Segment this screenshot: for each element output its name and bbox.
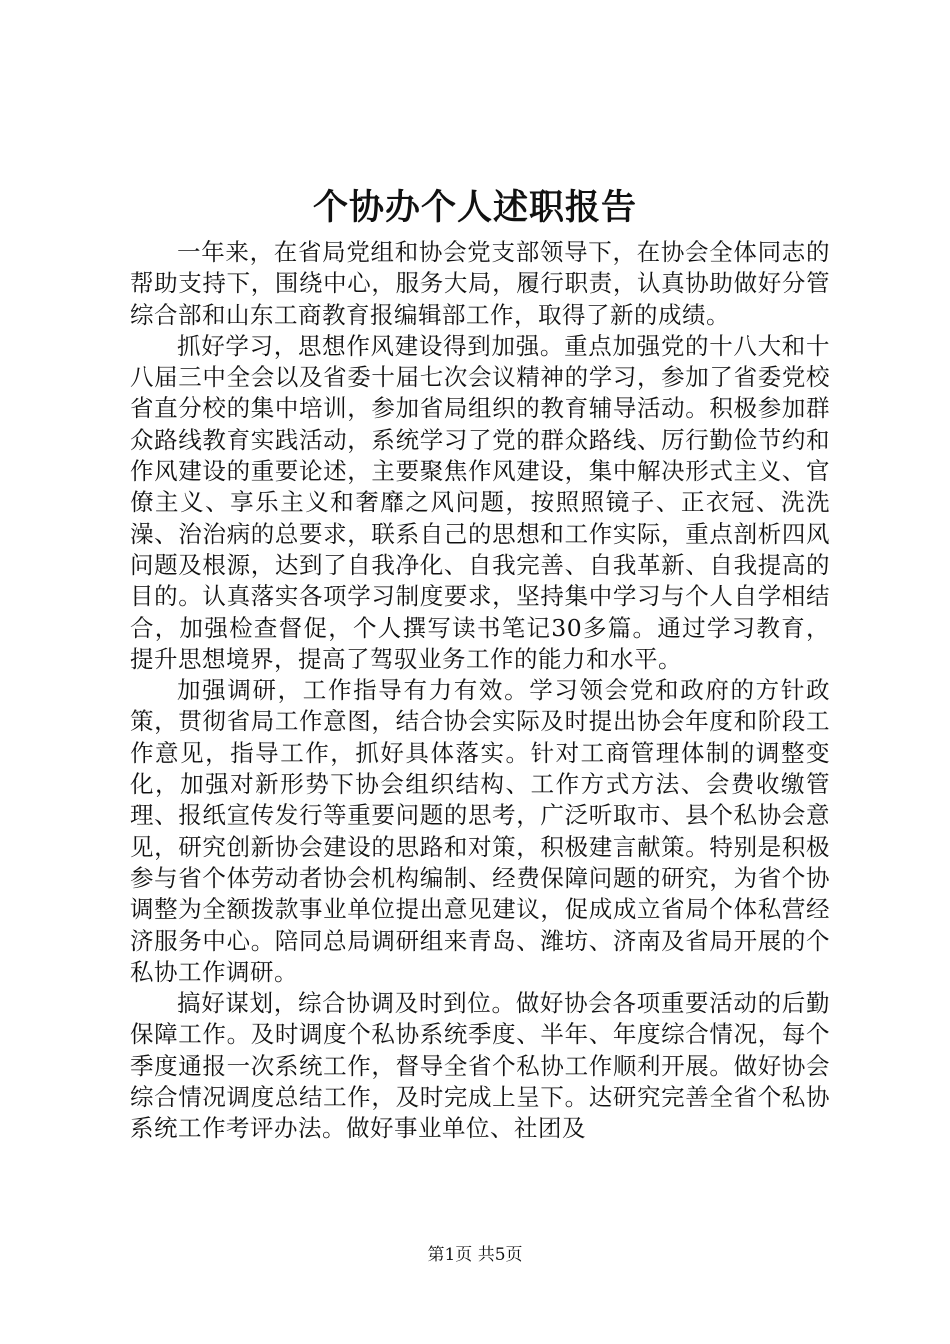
paragraph-coordination: 搞好谋划，综合协调及时到位。做好协会各项重要活动的后勤保障工作。及时调度个私协系统季度、半年、年度综合情况，每个季度通报一次系统工作，督导全省个私协工作顺利开展。做好协会综合情况调度总结工作，及时完成上呈下。达研究完善全省个私协系统工作考评办法。做好事业单位、社团及 bbox=[130, 989, 830, 1143]
paragraph-research: 加强调研，工作指导有力有效。学习领会党和政府的方针政策，贯彻省局工作意图，结合协会实际及时提出协会年度和阶段工作意见，指导工作，抓好具体落实。针对工商管理体制的调整变化，加强对新形势下协会组织结构、工作方式方法、会费收缴管理、报纸宣传发行等重要问题的思考，广泛听取市、县个私协会意见，研究创新协会建设的思路和对策，积极建言献策。特别是积极参与省个体劳动者协会机构编制、经费保障问题的研究，为省个协调整为全额拨款事业单位提出意见建议，促成成立省局个体私营经济服务中心。陪同总局调研组来青岛、潍坊、济南及省局开展的个私协工作调研。 bbox=[130, 676, 830, 986]
paragraph-study: 抓好学习，思想作风建设得到加强。重点加强党的十八大和十八届三中全会以及省委十届七次会议精神的学习，参加了省委党校省直分校的集中培训，参加省局组织的教育辅导活动。积极参加群众路线教育实践活动，系统学习了党的群众路线、厉行勤俭节约和作风建设的重要论述，主要聚焦作风建设，集中解决形式主义、官僚主义、享乐主义和奢靡之风问题，按照照镜子、正衣冠、洗洗澡、治治病的总要求，联系自己的思想和工作实际，重点剖析四风问题及根源，达到了自我净化、自我完善、自我革新、自我提高的目的。认真落实各项学习制度要求，坚持集中学习与个人自学相结合，加强检查督促，个人撰写读书笔记30多篇。通过学习教育，提升思想境界，提高了驾驭业务工作的能力和水平。 bbox=[130, 331, 830, 673]
document-title: 个协办个人述职报告 bbox=[312, 187, 637, 228]
page-footer: 第1页 共5页 bbox=[427, 1245, 523, 1265]
document-body bbox=[130, 237, 830, 1145]
paragraph-intro: 一年来，在省局党组和协会党支部领导下，在协会全体同志的帮助支持下，围绕中心，服务大局，履行职责，认真协助做好分管综合部和山东工商教育报编辑部工作，取得了新的成绩。 bbox=[130, 238, 830, 329]
